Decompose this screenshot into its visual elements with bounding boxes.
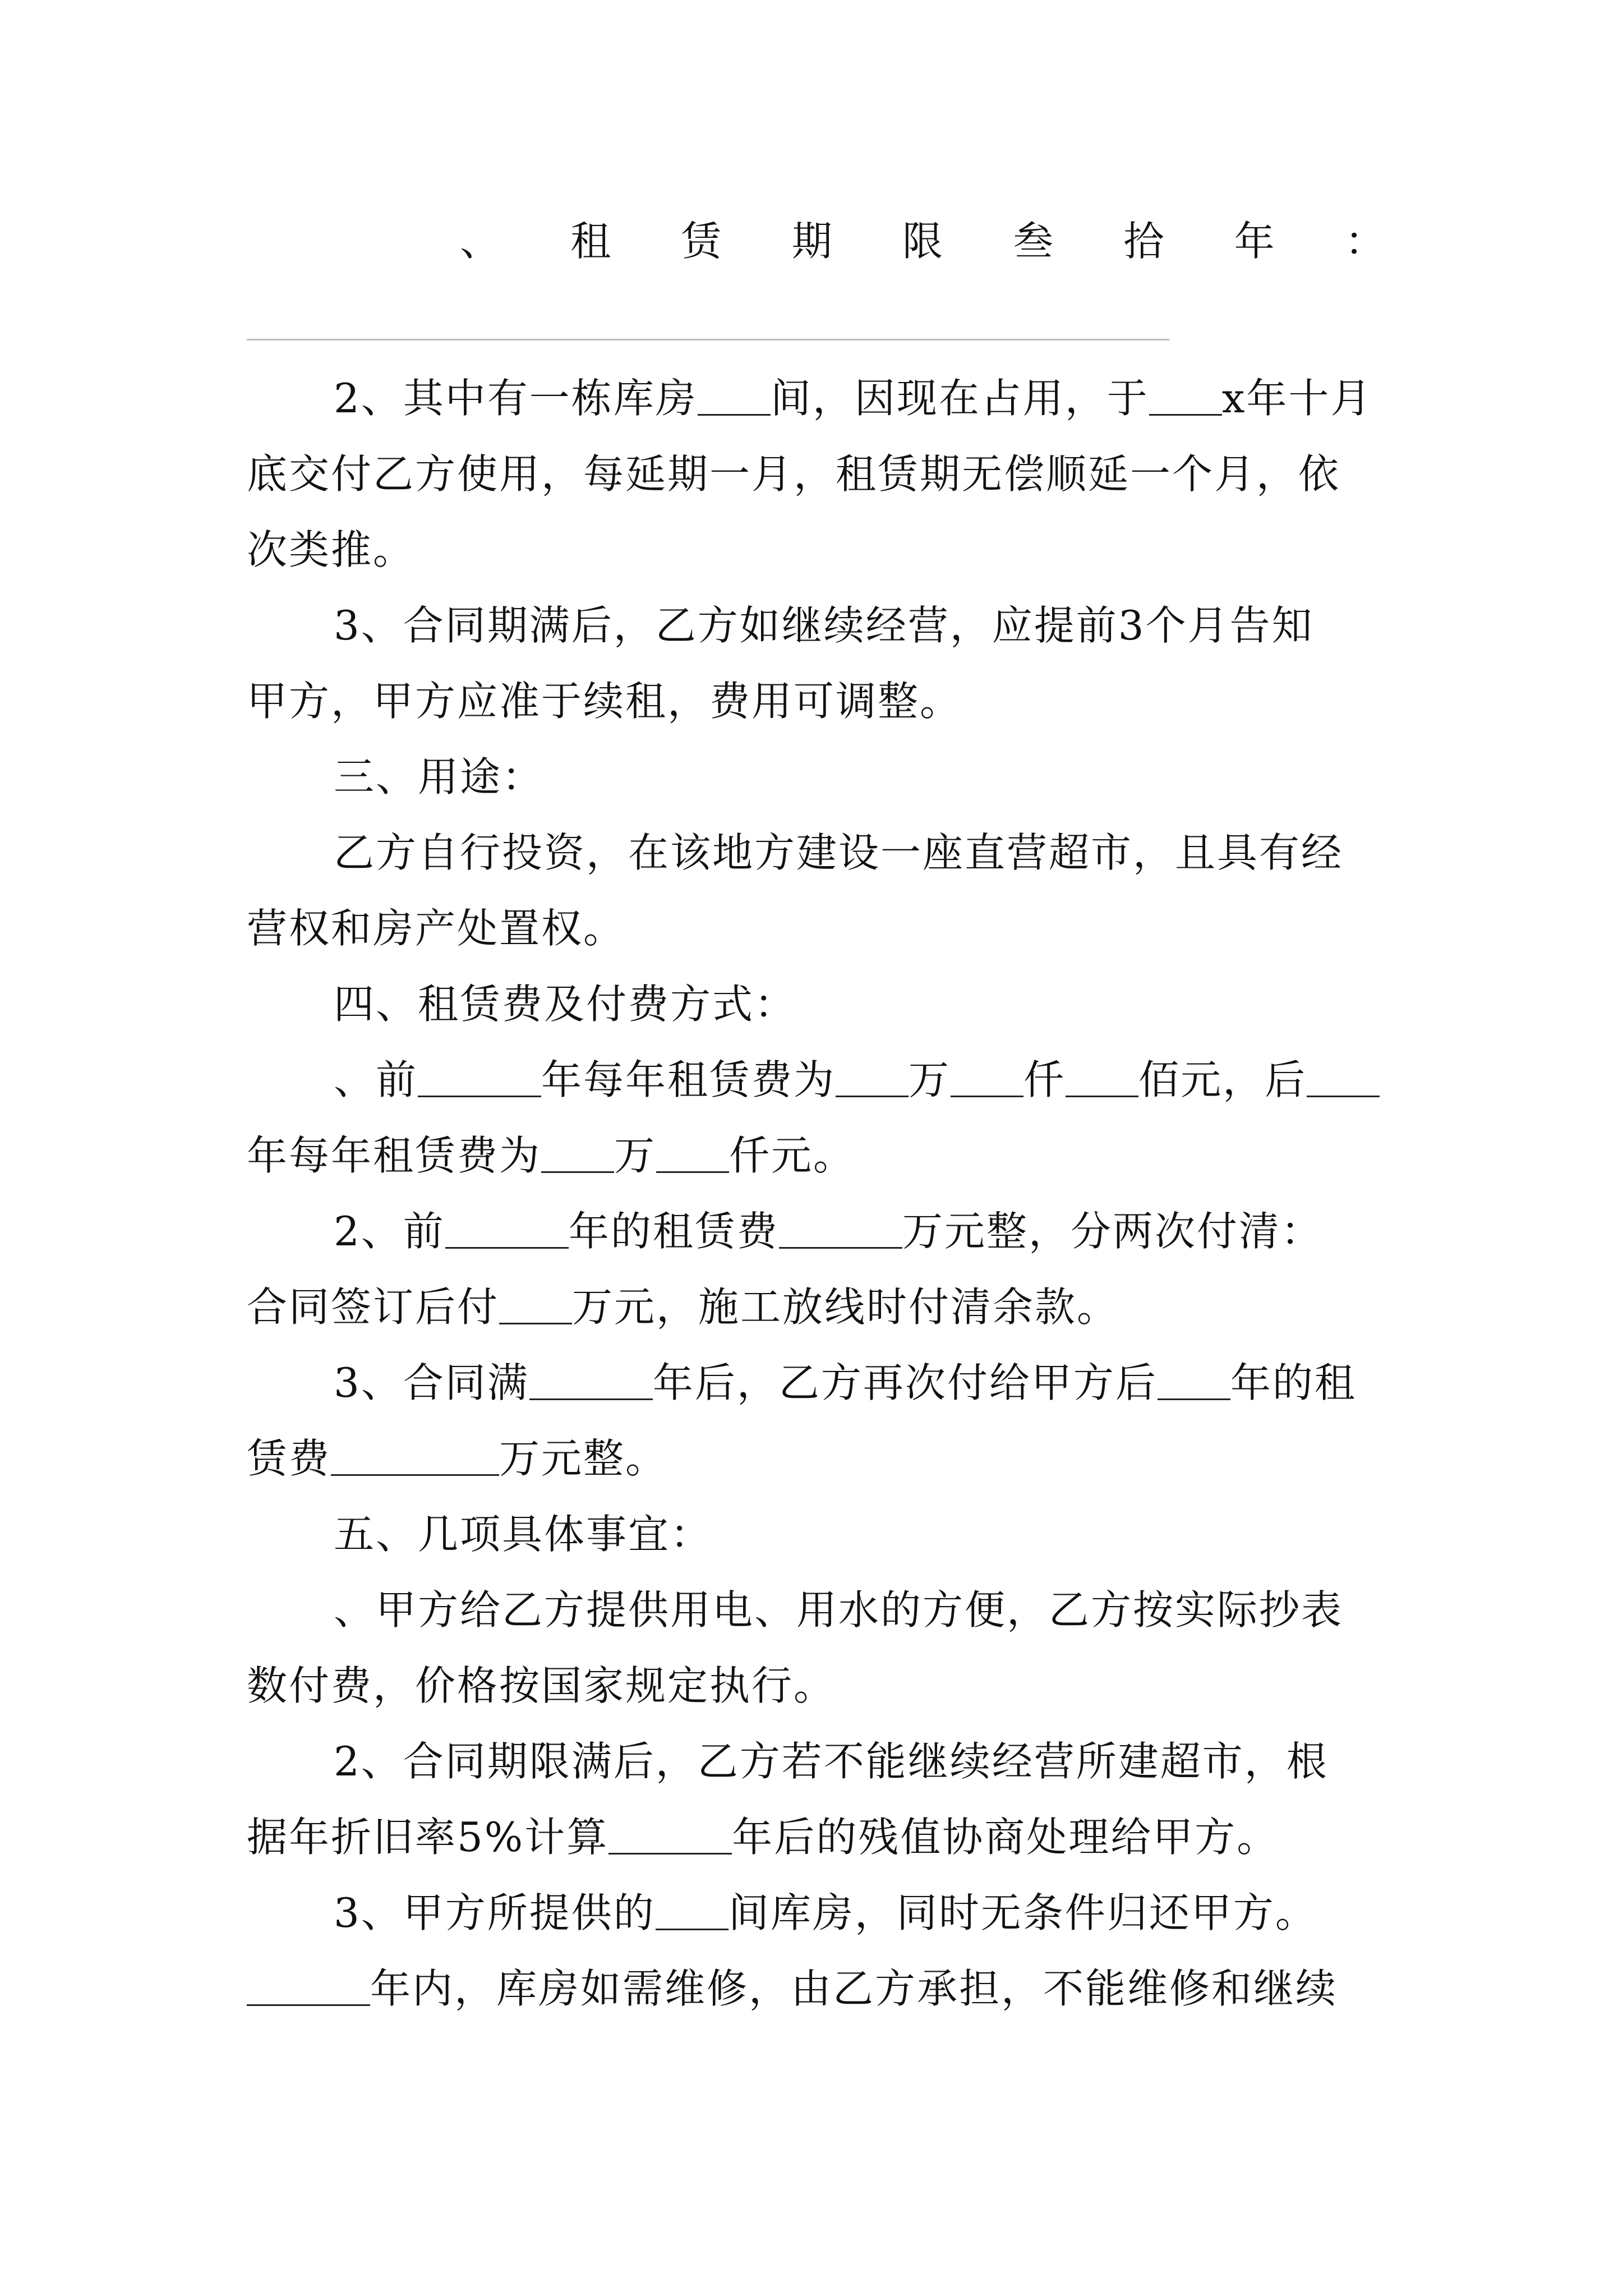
text-line: 、甲方给乙方提供用电、用水的方便，乙方按实际抄表: [334, 1586, 1344, 1634]
fill-blank: [418, 1061, 541, 1097]
heading-char: 限: [902, 218, 943, 265]
fill-blank: [1066, 1061, 1138, 1097]
heading-char: 叁: [1013, 218, 1054, 265]
text-line: 、前 年每年租赁费为 万 仟 佰元，后: [334, 1052, 1391, 1108]
text-line: 营权和房产处置权。: [247, 905, 626, 952]
fill-blank: [836, 1061, 909, 1097]
text-line: 四、租赁费及付费方式：: [334, 981, 797, 1028]
fill-blank: [656, 1137, 729, 1173]
fill-blank: [529, 1364, 653, 1400]
text-line: 3、甲方所提供的 间库房，同时无条件归还甲方。: [334, 1889, 1317, 1936]
text-line: 数付费，价格按国家规定执行。: [247, 1662, 836, 1709]
text-line: 甲方，甲方应准于续租，费用可调整。: [247, 678, 962, 725]
text-line: 三、用途：: [334, 753, 545, 800]
heading-char: 、: [460, 218, 501, 265]
heading-char: 拾: [1123, 218, 1164, 265]
fill-blank: [656, 1894, 728, 1930]
fill-blank: [541, 1137, 614, 1173]
fill-blank: [331, 1439, 499, 1476]
text-line: 乙方自行投资，在该地方建设一座直营超市，且具有经: [334, 829, 1344, 876]
text-line: 年每年租赁费为 万 仟元。: [247, 1132, 856, 1179]
fill-blank: [951, 1061, 1023, 1097]
text-line: 合同签订后付 万元，施工放线时付清余款。: [247, 1283, 1119, 1331]
fill-blank: [1307, 1061, 1380, 1097]
text-line: 2、前 年的租赁费 万元整，分两次付清：: [334, 1208, 1323, 1255]
fill-blank: [445, 1212, 569, 1249]
text-line: 3、合同满 年后，乙方再次付给甲方后 年的租: [334, 1359, 1357, 1406]
fill-blank: [698, 379, 771, 416]
text-line: 2、合同期限满后，乙方若不能继续经营所建超市，根: [334, 1738, 1329, 1785]
text-line: 次类推。: [247, 526, 416, 573]
text-line: 据年折旧率5%计算 年后的残值协商处理给甲方。: [247, 1814, 1279, 1861]
heading-char: ：: [1344, 218, 1385, 265]
heading-char: 年: [1234, 218, 1275, 265]
text-line: 年内，库房如需维修，由乙方承担，不能维修和继续: [247, 1961, 1391, 2017]
text-line: 3、合同期满后，乙方如继续经营，应提前3个月告知: [334, 602, 1314, 649]
text-line: 五、几项具体事宜：: [334, 1511, 713, 1558]
text-line: 底交付乙方使用，每延期一月，租赁期无偿顺延一个月，依: [247, 450, 1341, 498]
section-heading: [460, 213, 1385, 269]
heading-char: 期: [791, 218, 832, 265]
fill-blank: [779, 1212, 902, 1249]
fill-blank: [247, 1970, 370, 2006]
text-line: 赁费 万元整。: [247, 1435, 668, 1482]
fill-blank: [1158, 1364, 1230, 1400]
heading-char: 租: [570, 218, 611, 265]
fill-blank: [499, 1288, 572, 1324]
fill-blank: [1149, 379, 1222, 416]
fill-blank: [608, 1818, 732, 1855]
heading-char: 赁: [681, 218, 722, 265]
text-line: 2、其中有一栋库房 间，因现在占用，于 x年十月: [334, 375, 1373, 422]
horizontal-rule: [247, 339, 1169, 341]
